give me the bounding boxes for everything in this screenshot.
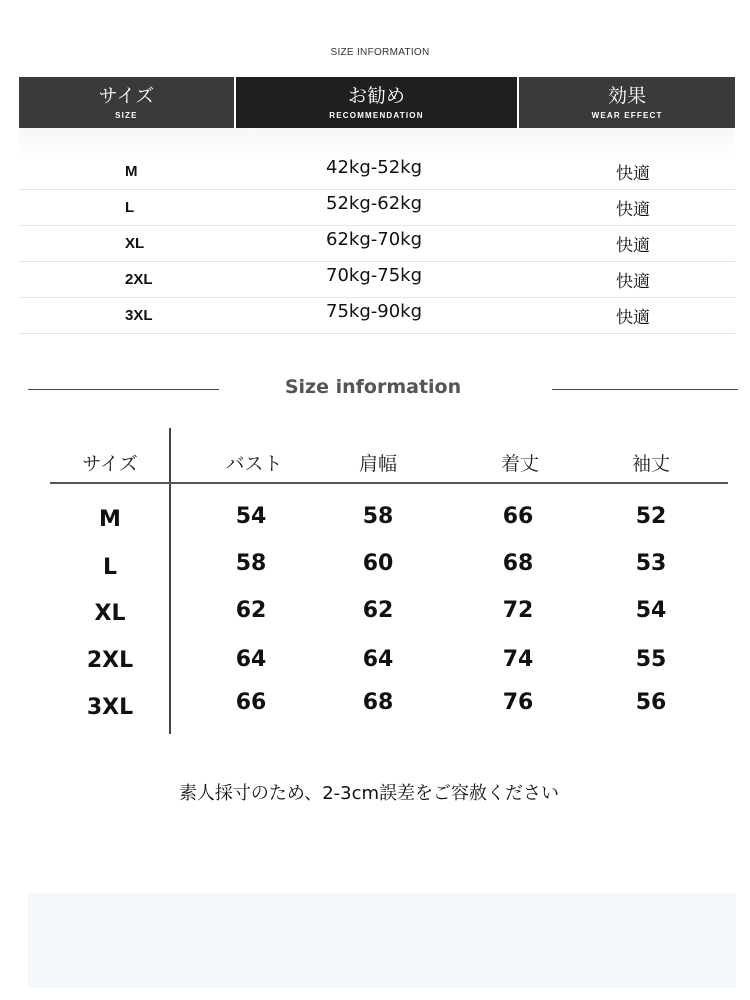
cell-shoulder: 64 xyxy=(362,647,394,672)
table-row xyxy=(19,261,735,298)
cell-bust: 62 xyxy=(235,598,267,623)
cell-length: 76 xyxy=(502,690,534,715)
table-header-divider xyxy=(50,482,728,484)
col-header-size: サイズ xyxy=(82,453,138,475)
row-size: M xyxy=(125,163,138,180)
recommendation-table-body xyxy=(19,128,735,368)
cell-sleeve: 52 xyxy=(635,504,667,529)
row-effect: 快適 xyxy=(616,308,650,328)
row-size: L xyxy=(125,199,135,216)
table-vertical-divider xyxy=(169,428,171,734)
header-size-en: SIZE xyxy=(115,111,138,120)
row-recommendation: 42kg-52kg xyxy=(326,157,423,178)
cell-sleeve: 55 xyxy=(635,647,667,672)
col-header-length: 着丈 xyxy=(500,453,539,475)
header-recommendation xyxy=(236,77,519,128)
row-recommendation: 70kg-75kg xyxy=(326,265,423,286)
row-effect: 快適 xyxy=(616,164,650,184)
cell-length: 74 xyxy=(502,647,534,672)
cell-sleeve: 56 xyxy=(635,690,667,715)
table-row xyxy=(19,297,735,334)
header-recommendation-en: RECOMMENDATION xyxy=(329,111,424,120)
row-size: 2XL xyxy=(125,271,153,288)
col-header-bust: バスト xyxy=(225,453,283,475)
header-wear-effect-jp: 効果 xyxy=(608,85,647,107)
cell-bust: 54 xyxy=(235,504,267,529)
cell-bust: 58 xyxy=(235,551,267,576)
header-wear-effect-en: WEAR EFFECT xyxy=(591,111,663,120)
row-effect: 快適 xyxy=(616,272,650,292)
header-size xyxy=(19,77,236,128)
row-recommendation: 52kg-62kg xyxy=(326,193,423,214)
cell-size: 3XL xyxy=(86,695,134,720)
cell-bust: 66 xyxy=(235,690,267,715)
cell-size: L xyxy=(102,555,118,580)
cell-size: M xyxy=(99,507,121,532)
header-size-jp: サイズ xyxy=(98,85,155,107)
cell-sleeve: 54 xyxy=(635,598,667,623)
size-information-caption: SIZE INFORMATION xyxy=(330,47,430,58)
measurement-note: 素人採寸のため、2-3cm誤差をご容赦ください xyxy=(178,783,560,804)
header-recommendation-jp: お勧め xyxy=(348,85,406,107)
cell-size: 2XL xyxy=(86,648,134,673)
size-information-title: Size information xyxy=(284,376,462,398)
row-effect: 快適 xyxy=(616,236,650,256)
row-size: 3XL xyxy=(125,307,153,324)
cell-shoulder: 58 xyxy=(362,504,394,529)
col-header-shoulder: 肩幅 xyxy=(358,453,397,475)
row-recommendation: 75kg-90kg xyxy=(326,301,423,322)
cell-shoulder: 62 xyxy=(362,598,394,623)
cell-sleeve: 53 xyxy=(635,551,667,576)
cell-length: 68 xyxy=(502,551,534,576)
table-row xyxy=(19,153,735,190)
cell-shoulder: 60 xyxy=(362,551,394,576)
header-wear-effect xyxy=(519,77,735,128)
row-effect: 快適 xyxy=(616,200,650,220)
cell-size: XL xyxy=(94,601,126,626)
table-row xyxy=(19,225,735,262)
cell-bust: 64 xyxy=(235,647,267,672)
col-header-sleeve: 袖丈 xyxy=(631,453,670,475)
cell-length: 66 xyxy=(502,504,534,529)
recommendation-table-header xyxy=(19,77,735,128)
row-size: XL xyxy=(125,235,145,252)
table-row xyxy=(19,189,735,226)
title-divider-right xyxy=(552,389,738,390)
cell-length: 72 xyxy=(502,598,534,623)
cell-shoulder: 68 xyxy=(362,690,394,715)
bottom-blank-panel xyxy=(28,893,736,988)
row-recommendation: 62kg-70kg xyxy=(326,229,423,250)
